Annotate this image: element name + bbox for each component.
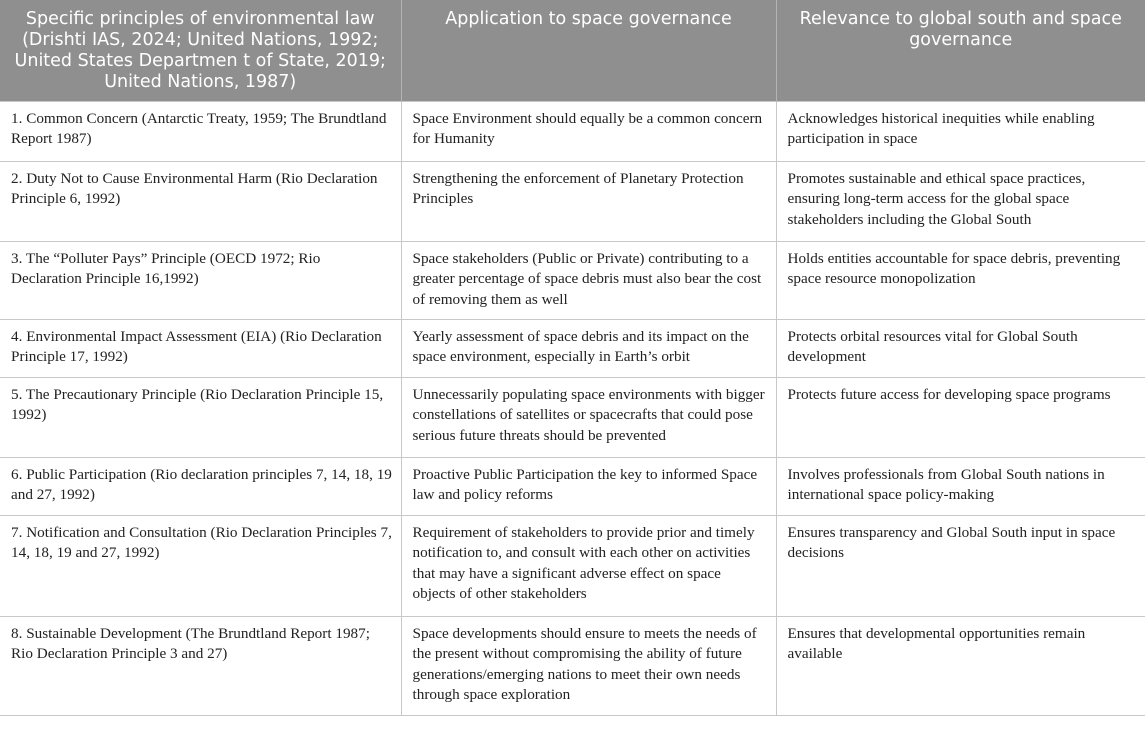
table-row xyxy=(0,457,1145,515)
table-row xyxy=(0,161,1145,241)
table-header xyxy=(0,0,1145,101)
relevance-cell: Acknowledges historical inequities while enabling participation in space xyxy=(776,101,1145,161)
principle-cell: 4. Environmental Impact Assessment (EIA) (Rio Declaration Principle 17, 1992) xyxy=(0,319,401,377)
header-application: Application to space governance xyxy=(401,0,776,101)
table-body xyxy=(0,101,1145,715)
table-row xyxy=(0,616,1145,715)
relevance-cell: Holds entities accountable for space debris, preventing space resource monopolization xyxy=(776,241,1145,319)
principle-cell: 3. The “Polluter Pays” Principle (OECD 1972; Rio Declaration Principle 16,1992) xyxy=(0,241,401,319)
table-row xyxy=(0,101,1145,161)
application-cell: Proactive Public Participation the key to informed Space law and policy reforms xyxy=(401,457,776,515)
table-row xyxy=(0,377,1145,457)
principle-cell: 2. Duty Not to Cause Environmental Harm (Rio Declaration Principle 6, 1992) xyxy=(0,161,401,241)
relevance-cell: Protects future access for developing space programs xyxy=(776,377,1145,457)
application-cell: Unnecessarily populating space environments with bigger constellations of satellites or spacecrafts that could pose serious future threats should be prevented xyxy=(401,377,776,457)
application-cell: Space Environment should equally be a common concern for Humanity xyxy=(401,101,776,161)
principle-cell: 1. Common Concern (Antarctic Treaty, 1959; The Brundtland Report 1987) xyxy=(0,101,401,161)
header-row xyxy=(0,0,1145,101)
application-cell: Space stakeholders (Public or Private) contributing to a greater percentage of space debris must also bear the cost of removing them as well xyxy=(401,241,776,319)
principle-cell: 5. The Precautionary Principle (Rio Declaration Principle 15, 1992) xyxy=(0,377,401,457)
table-row xyxy=(0,515,1145,616)
header-relevance: Relevance to global south and space governance xyxy=(776,0,1145,101)
relevance-cell: Protects orbital resources vital for Global South development xyxy=(776,319,1145,377)
application-cell: Requirement of stakeholders to provide prior and timely notification to, and consult with each other on activities that may have a significant adverse effect on space objects of other stakeholders xyxy=(401,515,776,616)
relevance-cell: Ensures that developmental opportunities remain available xyxy=(776,616,1145,715)
table-row xyxy=(0,319,1145,377)
table-row xyxy=(0,241,1145,319)
relevance-cell: Ensures transparency and Global South input in space decisions xyxy=(776,515,1145,616)
application-cell: Yearly assessment of space debris and its impact on the space environment, especially in Earth’s orbit xyxy=(401,319,776,377)
principle-cell: 7. Notification and Consultation (Rio Declaration Principles 7, 14, 18, 19 and 27, 1992) xyxy=(0,515,401,616)
application-cell: Strengthening the enforcement of Planetary Protection Principles xyxy=(401,161,776,241)
application-cell: Space developments should ensure to meets the needs of the present without compromising the ability of future generations/emerging nations to meet their own needs through space exploration xyxy=(401,616,776,715)
principle-cell: 8. Sustainable Development (The Brundtland Report 1987; Rio Declaration Principle 3 and 27) xyxy=(0,616,401,715)
principle-cell: 6. Public Participation (Rio declaration principles 7, 14, 18, 19 and 27, 1992) xyxy=(0,457,401,515)
header-principles: Specific principles of environmental law (Drishti IAS, 2024; United Nations, 1992; United States Departmen t of State, 2019; United Nations, 1987) xyxy=(0,0,401,101)
relevance-cell: Involves professionals from Global South nations in international space policy-making xyxy=(776,457,1145,515)
relevance-cell: Promotes sustainable and ethical space practices, ensuring long-term access for the global space stakeholders including the Global South xyxy=(776,161,1145,241)
